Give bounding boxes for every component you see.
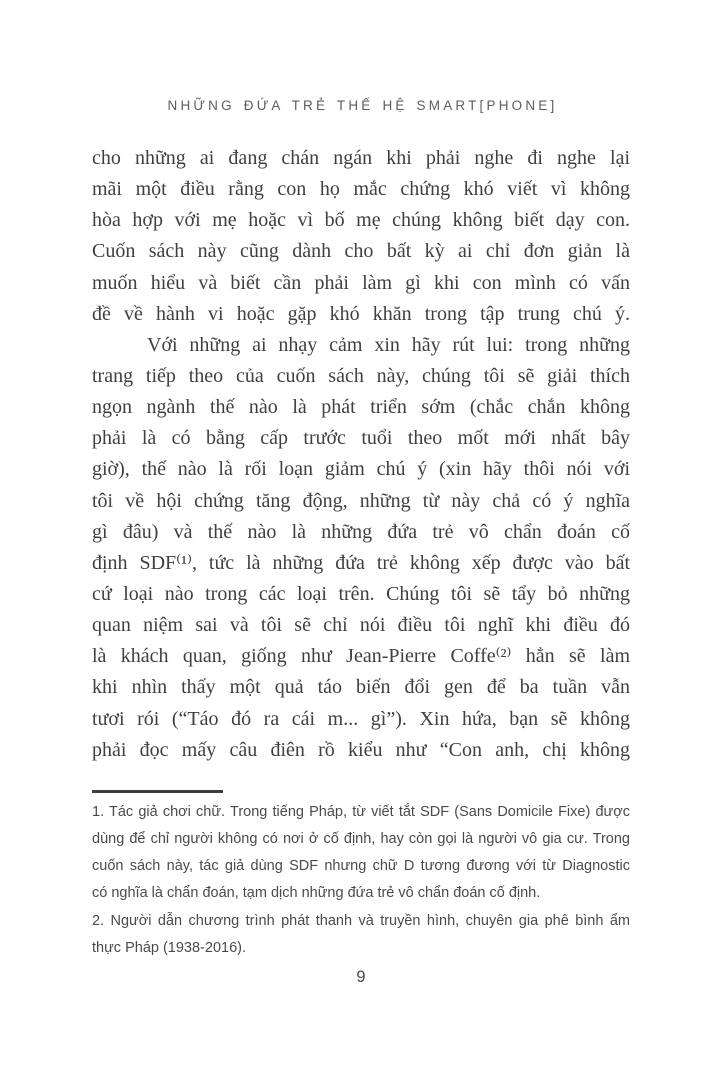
text-line: cho những ai đang chán ngán khi phải nghe đi nghe lại — [92, 147, 630, 169]
text-line: dùng để chỉ người không có nơi ở cố định, hay còn gọi là người vô gia cư. Trong — [92, 831, 630, 847]
text-line: khi nhìn thấy một quả táo biến đổi gen để ba tuần vẫn — [92, 676, 630, 699]
text-line: muốn hiểu và biết cần phải làm gì khi con mình có vấn — [92, 271, 630, 294]
body-text — [92, 143, 630, 766]
footnotes — [92, 799, 630, 962]
footnote-separator — [92, 790, 223, 793]
text-line: thực Pháp (1938-2016). — [92, 939, 246, 956]
text-line: phải đọc mấy câu điên rồ kiểu như “Con anh, chị không — [92, 738, 630, 761]
page-number: 9 — [356, 967, 366, 986]
text-line: tươi rói (“Táo đó ra cái m... gì”). Xin hứa, bạn sẽ không — [92, 707, 630, 730]
text-line: Cuốn sách này cũng dành cho bất kỳ ai chỉ đơn giản là — [92, 240, 630, 263]
paragraph-1 — [92, 143, 630, 330]
text-line: 2. Người dẫn chương trình phát thanh và truyền hình, chuyên gia phê bình ẩm — [92, 912, 630, 929]
footnote-1 — [92, 799, 630, 908]
text-line: có nghĩa là chẩn đoán, tạm dịch những đứa trẻ vô chẩn đoán cố định. — [92, 885, 541, 902]
text-line: cứ loại nào trong các loại trên. Chúng tôi sẽ tẩy bỏ những — [92, 582, 630, 605]
text-line: Với những ai nhạy cảm xin hãy rút lui: trong những — [147, 333, 630, 356]
text-line: định SDF⁽¹⁾, tức là những đứa trẻ không xếp được vào bất — [92, 551, 630, 574]
text-line: hòa hợp với mẹ hoặc vì bố mẹ chúng không biết dạy con. — [92, 209, 630, 232]
running-head: NHỮNG ĐỨA TRẺ THẾ HỆ SMART[PHONE] — [167, 98, 558, 113]
text-line: giờ), thế nào là rối loạn giảm chú ý (xin hãy thôi nói với — [92, 458, 630, 481]
text-line: cuốn sách này, tác giả dùng SDF nhưng chữ D tương đương với từ Diagnostic — [92, 858, 630, 875]
text-line: 1. Tác giả chơi chữ. Trong tiếng Pháp, từ viết tắt SDF (Sans Domicile Fixe) được — [92, 803, 630, 820]
text-line: là khách quan, giống như Jean-Pierre Coffe⁽²⁾ hẳn sẽ làm — [92, 645, 630, 668]
paragraph-2 — [92, 330, 630, 766]
text-line: ngọn ngành thế nào là phát triển sớm (chắc chắn không — [92, 396, 630, 419]
footnote-2 — [92, 908, 630, 962]
page-content — [92, 143, 630, 962]
text-line: phải là có bằng cấp trước tuổi theo mốt mới nhất bây — [92, 427, 630, 450]
text-line: tôi về hội chứng tăng động, những từ này chả có ý nghĩa — [92, 489, 630, 512]
text-line: gì đâu) và thế nào là những đứa trẻ vô chẩn đoán cố — [92, 520, 630, 543]
text-line: đề về hành vi hoặc gặp khó khăn trong tập trung chú ý. — [92, 302, 630, 325]
text-line: trang tiếp theo của cuốn sách này, chúng tôi sẽ giải thích — [92, 364, 630, 387]
text-line: mãi một điều rằng con họ mắc chứng khó viết vì không — [92, 178, 630, 201]
text-line: quan niệm sai và tôi sẽ chỉ nói điều tôi nghĩ khi điều đó — [92, 614, 630, 637]
